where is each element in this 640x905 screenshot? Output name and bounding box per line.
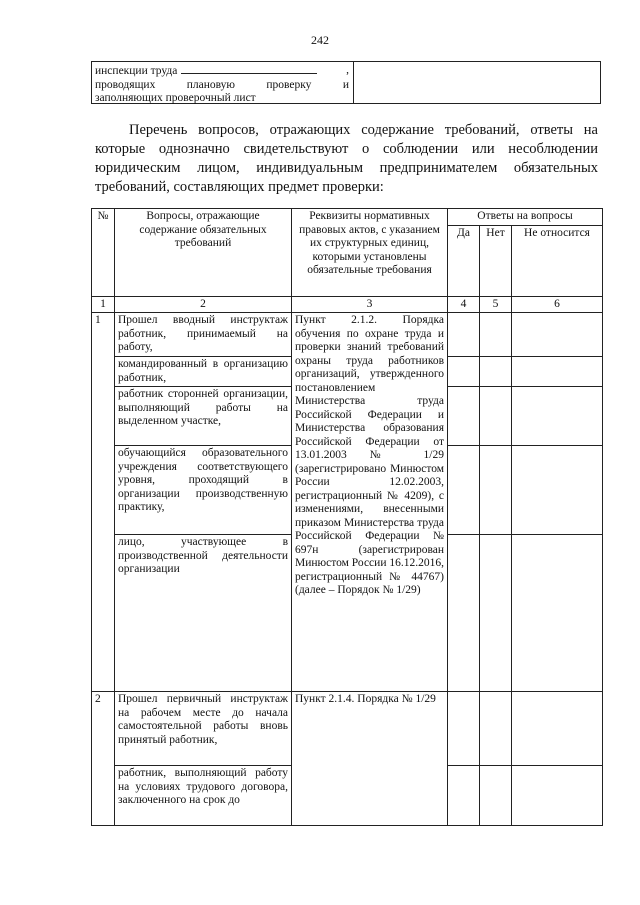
col-number: 4 xyxy=(448,296,480,313)
answer-no-cell[interactable] xyxy=(480,535,512,692)
answer-na-cell[interactable] xyxy=(512,313,603,357)
header-no: Нет xyxy=(480,225,512,296)
answer-na-cell[interactable] xyxy=(512,387,603,446)
answer-na-cell[interactable] xyxy=(512,692,603,766)
header-questions: Вопросы, отражающие содержание обязательных требований xyxy=(115,209,292,297)
question-cell: Прошел первичный инструктаж на рабочем месте до начала самостоятельной работы вновь принятый работник, xyxy=(115,692,292,766)
header-na: Не относится xyxy=(512,225,603,296)
answer-no-cell[interactable] xyxy=(480,357,512,387)
answer-no-cell[interactable] xyxy=(480,446,512,535)
answer-no-cell[interactable] xyxy=(480,692,512,766)
inspector-box xyxy=(91,61,601,104)
inspector-line-2 xyxy=(95,79,349,93)
table-row xyxy=(92,692,603,766)
answer-yes-cell[interactable] xyxy=(448,692,480,766)
question-cell: командированный в организацию работник, xyxy=(115,357,292,387)
inspector-text-3: заполняющих проверочный лист xyxy=(95,92,256,104)
answer-na-cell[interactable] xyxy=(512,766,603,826)
inspector-text: инспекции труда xyxy=(95,65,178,77)
intro-text: Перечень вопросов, отражающих содержание требований, ответы на которые однозначно свидетельствуют о соблюдении или несоблюдении юридическим лицом, индивидуальным предпринимателем обязательных требований, составляющих предмет проверки: xyxy=(95,122,598,195)
answer-na-cell[interactable] xyxy=(512,357,603,387)
header-num: № xyxy=(92,209,115,297)
word: плановую xyxy=(186,78,235,91)
header-yes: Да xyxy=(448,225,480,296)
requisite-cell: Пункт 2.1.4. Порядка № 1/29 xyxy=(292,692,448,826)
inspector-box-left xyxy=(92,62,354,103)
answer-yes-cell[interactable] xyxy=(448,446,480,535)
answer-na-cell[interactable] xyxy=(512,446,603,535)
col-number: 1 xyxy=(92,296,115,313)
col-number: 3 xyxy=(292,296,448,313)
col-number: 6 xyxy=(512,296,603,313)
column-number-row xyxy=(92,296,603,313)
word: проверку xyxy=(266,78,312,91)
question-cell: лицо, участвующее в производственной деятельности организации xyxy=(115,535,292,692)
col-number: 2 xyxy=(115,296,292,313)
question-cell: обучающийся образовательного учреждения соответствующего уровня, проходящий в организации производственную практику, xyxy=(115,446,292,535)
table-row xyxy=(92,313,603,357)
answer-na-cell[interactable] xyxy=(512,535,603,692)
question-cell: Прошел вводный инструктаж работник, принимаемый на работу, xyxy=(115,313,292,357)
page-number: 242 xyxy=(311,33,329,47)
row-number: 2 xyxy=(92,692,115,826)
word: проводящих xyxy=(95,78,156,91)
question-cell: работник сторонней организации, выполняющий работы на выделенном участке, xyxy=(115,387,292,446)
checklist-table xyxy=(91,208,603,826)
answer-yes-cell[interactable] xyxy=(448,313,480,357)
answer-no-cell[interactable] xyxy=(480,313,512,357)
col-number: 5 xyxy=(480,296,512,313)
header-requisites: Реквизиты нормативных правовых актов, с указанием их структурных единиц, которыми установлены обязательные требования xyxy=(292,209,448,297)
answer-yes-cell[interactable] xyxy=(448,766,480,826)
header-row xyxy=(92,209,603,226)
question-cell: работник, выполняющий работу на условиях трудового договора, заключенного на срок до xyxy=(115,766,292,826)
answer-no-cell[interactable] xyxy=(480,387,512,446)
answer-yes-cell[interactable] xyxy=(448,535,480,692)
row-number: 1 xyxy=(92,313,115,692)
intro-paragraph xyxy=(95,121,598,197)
word: и xyxy=(342,78,349,91)
inspector-comma: , xyxy=(346,64,349,76)
requisite-cell: Пункт 2.1.2. Порядка обучения по охране труда и проверки знаний требований охраны труда работников организаций, утвержденного постановлением Министерства труда Российской Федерации и Министерства образования Российской Федерации от 13.01.2003 № 1/29 (зарегистрировано Минюстом России 12.02.2003, регистрационный № 4209), с изменениями, внесенными приказом Министерства труда Российской Федерации № 697н (зарегистрирован Минюстом России 16.12.2016, регистрационный № 44767) (далее – Порядок № 1/29) xyxy=(292,313,448,692)
answer-yes-cell[interactable] xyxy=(448,387,480,446)
inspector-line-3 xyxy=(95,92,349,106)
inspector-blank-line xyxy=(181,64,317,74)
header-answers: Ответы на вопросы xyxy=(448,209,603,226)
answer-yes-cell[interactable] xyxy=(448,357,480,387)
inspector-line-1 xyxy=(95,64,349,79)
answer-no-cell[interactable] xyxy=(480,766,512,826)
